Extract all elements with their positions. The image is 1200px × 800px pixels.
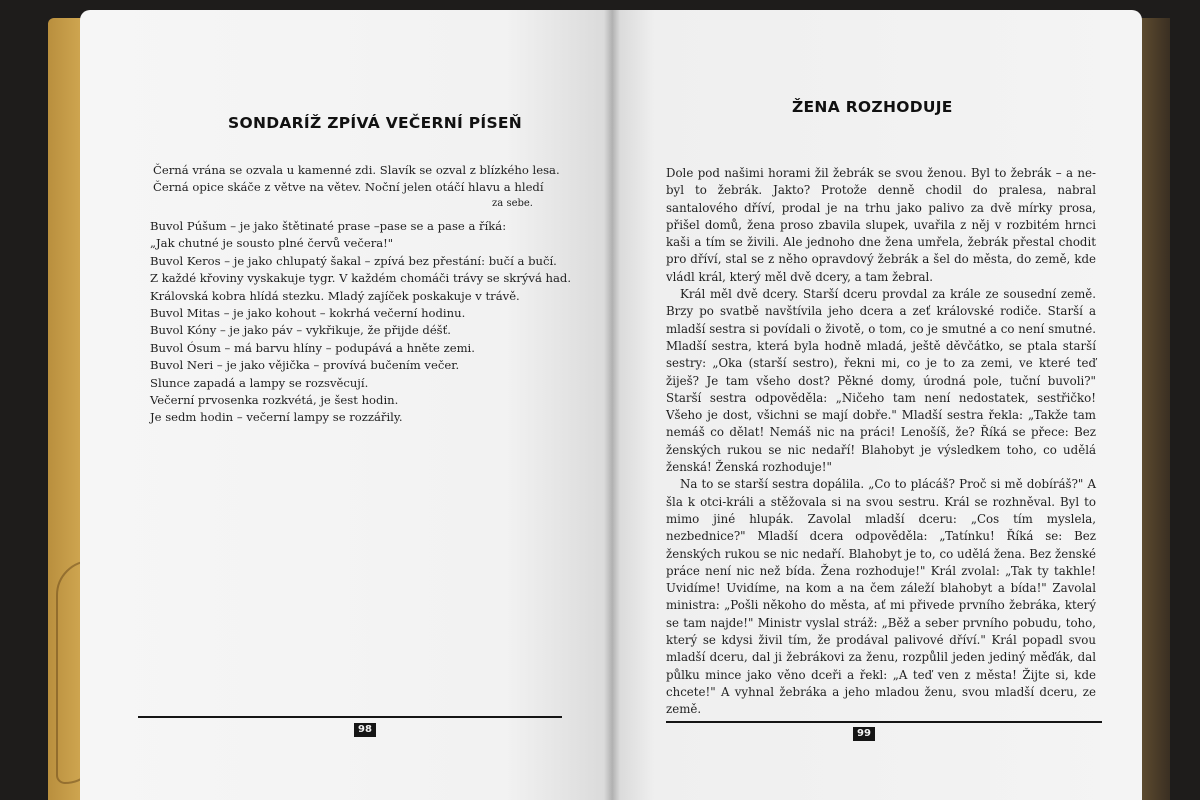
text-line: Buvol Kóny – je jako páv – vykřikuje, že přijde déšť. [150, 323, 451, 338]
text-line: Královská kobra hlídá stezku. Mladý zajíček poskakuje v trávě. [150, 288, 520, 303]
left-page-title: SONDARÍŽ ZPÍVÁ VEČERNÍ PÍSEŇ [228, 114, 523, 132]
text-line: „Jak chutné je sousto plné červů večera!" [150, 236, 394, 251]
page-number: 99 [853, 727, 875, 741]
story-body [666, 165, 1096, 719]
text-line: Buvol Mitas – je jako kohout – kokrhá večerní hodinu. [150, 306, 466, 321]
text-line-tail: za sebe. [492, 197, 533, 209]
right-page [612, 10, 1142, 800]
left-stanza-2 [150, 218, 572, 427]
left-page [80, 10, 612, 800]
right-page-title: ŽENA ROZHODUJE [792, 98, 953, 116]
text-line: Buvol Ósum – má barvu hlíny – podupává a hněte zemi. [150, 340, 475, 355]
text-line: Slunce zapadá a lampy se rozsvěcují. [150, 375, 369, 390]
text-line: Buvol Púšum – je jako štětinaté prase –pase se a pase a říká: [150, 219, 507, 233]
text-line: Buvol Keros – je jako chlupatý šakal – zpívá bez přestání: bučí a bučí. [150, 253, 557, 268]
footer-rule [138, 716, 562, 718]
left-stanza-1 [153, 162, 560, 211]
footer-rule [666, 721, 1102, 723]
story-paragraph: Na to se starší sestra dopálila. „Co to plácáš? Proč si mě dobíráš?" A šla k otci-králi a stěžovala si na svou sestru. Král se rozhněval. Byl to mimo jiné hlupák. Zavolal mladší dceru: „Cos tím myslela, nezbednice?" Mladší dcera odpověděla: „Tatínku! Říká se: Bez ženských rukou se nic nedaří. Blahobyt je to, co udělá žena. Bez ženské práce není nic než bída. Žena rozhoduje!" Král zvolal: „Tak ty takhle! Uvidíme! Uvidíme, na kom a na čem záleží blahobyt a bída!" Zavolal ministra: „Pošli někoho do města, ať mi přivede prvního žebráka, který se tam najde!" Ministr vyslal stráž: „Běž a seber prvního pobudu, toho, který se kdysi živil tím, že prodával palivové dříví." Král popadl svou mladší dceru, dal ji žebrákovi za ženu, rozpůlil jeden jediný měďák, dal půlku mince jako věno dceři a řekl: „A teď ven z města! Žijte si, kde chcete!" A vyhnal žebráka a jeho mladou ženu, svou mladší dceru, ze země. [666, 477, 1096, 717]
story-paragraph: Dole pod našimi horami žil žebrák se svou ženou. Byl to žebrák – a ne-byl to žebrák. Jakto? Protože denně chodil do pralesa, nabral santalového dříví, prodal je na trhu jako palivo za dvě mírky prosa, přišel domů, žena proso zbavila slupek, uvařila z něj v rozbitém hrnci kaši a tím se živili. Ale jednoho dne žena umřela, žebrák přestal chodit pro dříví, stal se z něho opravdový žebrák a šel do města, do země, kde vládl král, který měl dvě dcery, a tam žebral. [666, 166, 1096, 284]
text-line: Černá vrána se ozvala u kamenné zdi. Slavík se ozval z blízkého lesa. [153, 163, 560, 177]
text-line: Je sedm hodin – večerní lampy se rozzářily. [150, 410, 403, 425]
text-line: Buvol Neri – je jako vějička – provívá bučením večer. [150, 358, 460, 373]
text-line: Z každé křoviny vyskakuje tygr. V každém chomáči trávy se skrývá had. [150, 271, 572, 286]
story-paragraph: Král měl dvě dcery. Starší dceru provdal za krále ze sousední země. Brzy po svatbě navštívila jeho dcera a zeť královské rodiče. Starší a mladší sestra si povídali o životě, o tom, co je smutné a co není smutné. Mladší sestra, která byla hodně mladá, ještě děvčátko, se ptala starší sestry: „Oka (starší sestro), řekni mi, co je to za zemi, ve které teď žiješ? Je tam všeho dost? Pěkné domy, úrodná pole, tuční buvoli?" Starší sestra odpověděla: „Ničeho tam není nedostatek, sestřičko! Všeho je dost, všichni se mají dobře." Mladší sestra řekla: „Takže tam nemáš co dělat! Nemáš nic na práci! Lenošíš, že? Říká se přece: Bez ženských rukou se nic nedaří! Blahobyt je výsledkem toho, co udělá ženská! Ženská rozhoduje!" [666, 287, 1096, 475]
book-gutter [604, 10, 620, 800]
text-line: Černá opice skáče z větve na větev. Noční jelen otáčí hlavu a hledí [153, 180, 544, 195]
page-number: 98 [354, 723, 376, 737]
text-line: Večerní prvosenka rozkvétá, je šest hodin. [150, 393, 399, 408]
